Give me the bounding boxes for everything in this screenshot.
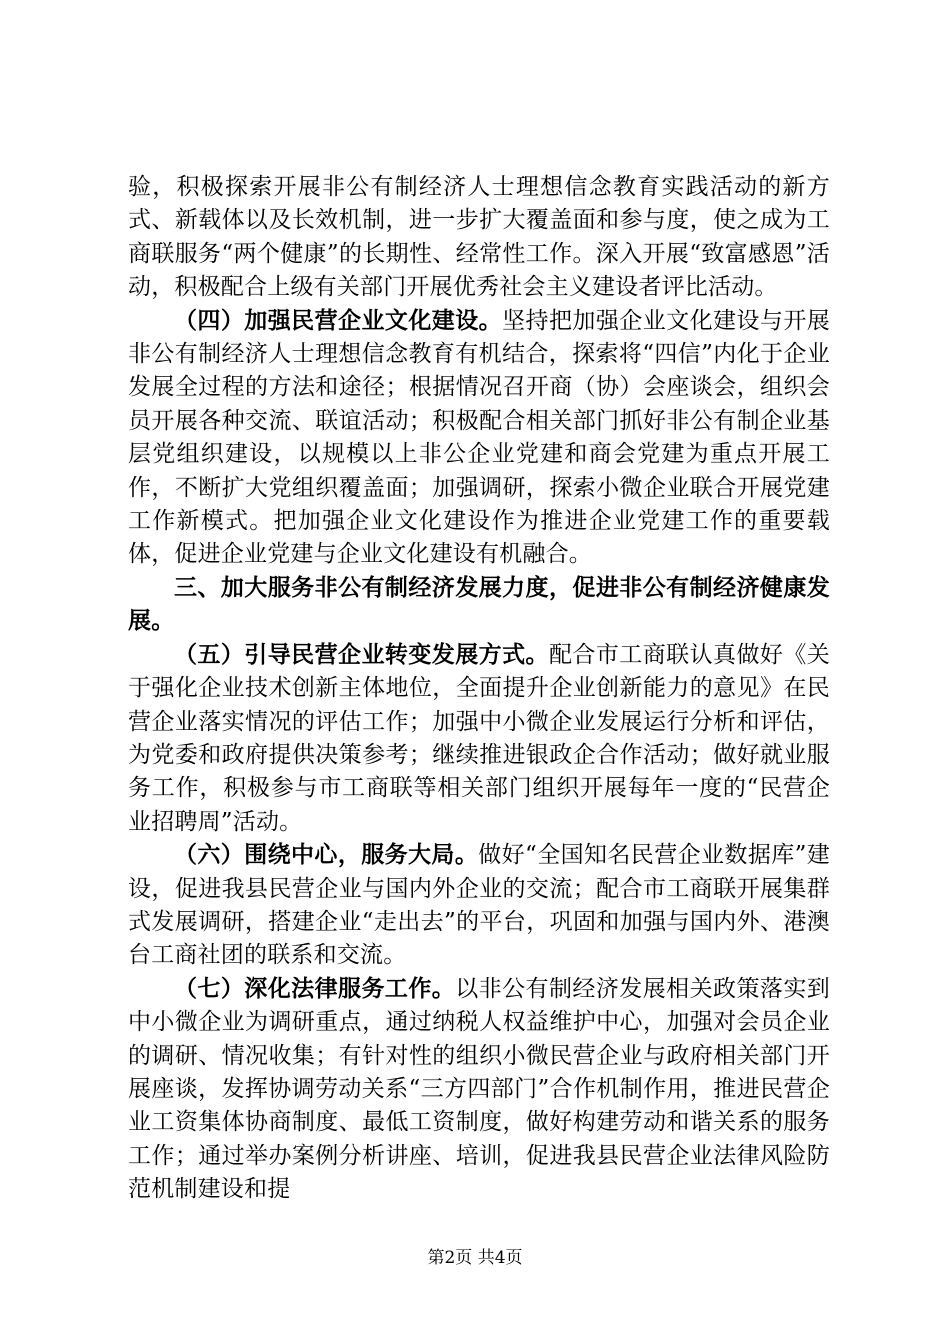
document-body xyxy=(128,171,830,1207)
section-heading: （四）加强民营企业文化建设。 xyxy=(174,307,503,334)
section-heading: （六）围绕中心，服务大局。 xyxy=(174,842,479,869)
paragraph-section-4 xyxy=(128,305,830,572)
paragraph-section-7 xyxy=(128,973,830,1207)
paragraph-section-5 xyxy=(128,639,830,839)
page-footer: 第2页 共4页 xyxy=(427,1248,523,1268)
part-heading: 三、加大服务非公有制经济发展力度，促进非公有制经济健康发展。 xyxy=(128,574,830,635)
section-heading: （七）深化法律服务工作。 xyxy=(174,975,456,1002)
paragraph-continuation xyxy=(128,171,830,305)
paragraph-text: 验，积极探索开展非公有制经济人士理想信念教育实践活动的新方式、新载体以及长效机制，进一步扩大覆盖面和参与度，使之成为工商联服务“两个健康”的长期性、经常性工作。深入开展“致富感恩”活动，积极配合上级有关部门开展优秀社会主义建设者评比活动。 xyxy=(128,174,830,301)
section-heading: （五）引导民营企业转变发展方式。 xyxy=(174,641,549,668)
paragraph-part-3-heading xyxy=(128,572,830,639)
paragraph-text: 配合市工商联认真做好《关于强化企业技术创新主体地位，全面提升企业创新能力的意见》在民营企业落实情况的评估工作；加强中小微企业发展运行分析和评估，为党委和政府提供决策参考；继续推进银政企合作活动；做好就业服务工作，积极参与市工商联等相关部门组织开展每年一度的“民营企业招聘周”活动。 xyxy=(128,641,831,835)
paragraph-text: 做好“全国知名民营企业数据库”建设，促进我县民营企业与国内外企业的交流；配合市工商联开展集群式发展调研，搭建企业“走出去”的平台，巩固和加强与国内外、港澳台工商社团的联系和交流。 xyxy=(128,842,830,969)
paragraph-text: 坚持把加强企业文化建设与开展非公有制经济人士理想信念教育有机结合，探索将“四信”内化于企业发展全过程的方法和途径；根据情况召开商（协）会座谈会，组织会员开展各种交流、联谊活动；积极配合相关部门抓好非公有制企业基层党组织建设，以规模以上非公企业党建和商会党建为重点开展工作，不断扩大党组织覆盖面；加强调研，探索小微企业联合开展党建工作新模式。把加强企业文化建设作为推进企业党建工作的重要载体，促进企业党建与企业文化建设有机融合。 xyxy=(128,307,830,568)
paragraph-section-6 xyxy=(128,839,830,973)
paragraph-text: 以非公有制经济发展相关政策落实到中小微企业为调研重点，通过纳税人权益维护中心，加强对会员企业的调研、情况收集；有针对性的组织小微民营企业与政府相关部门开展座谈，发挥协调劳动关系“三方四部门”合作机制作用，推进民营企业工资集体协商制度、最低工资制度，做好构建劳动和谐关系的服务工作；通过举办案例分析讲座、培训，促进我县民营企业法律风险防范机制建设和提 xyxy=(128,975,831,1203)
